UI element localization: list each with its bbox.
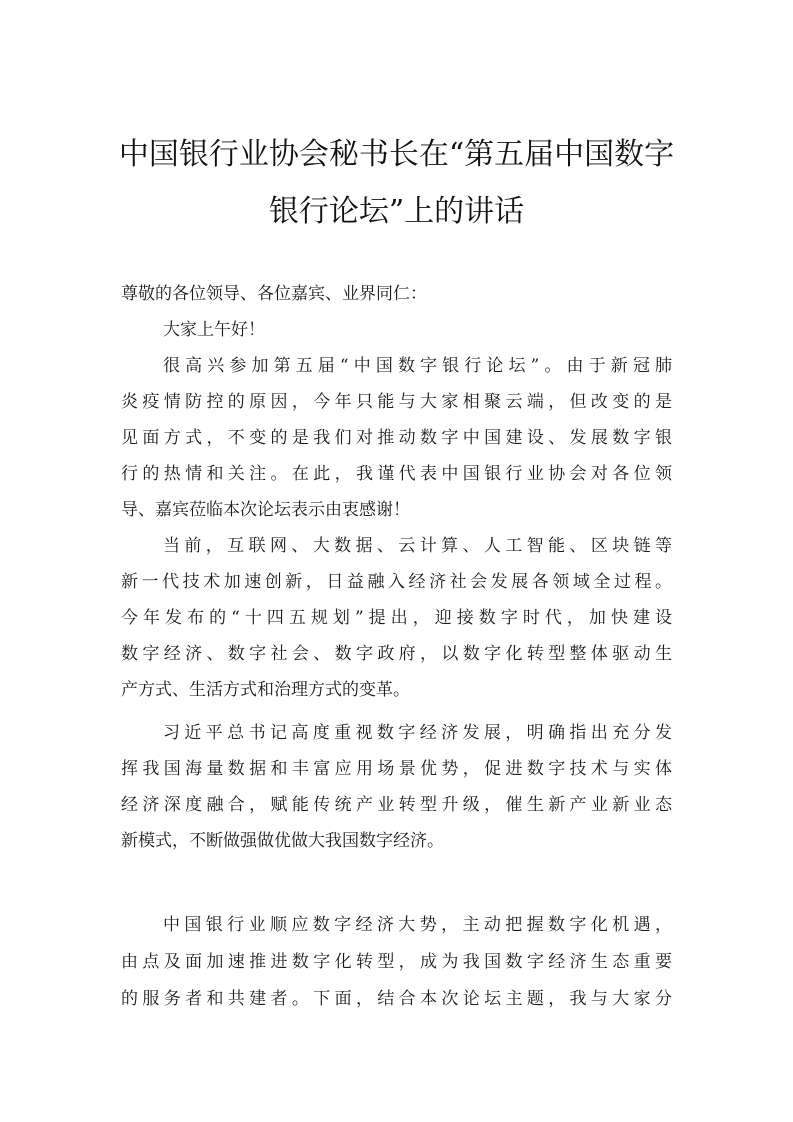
paragraph-1-line-4: 行的热情和关注。在此，我谨代表中国银行业协会对各位领 bbox=[121, 464, 672, 484]
paragraph-2-line-4: 数字经济、数字社会、数字政府，以数字化转型整体驱动生 bbox=[121, 644, 672, 664]
paragraph-3-line-4: 新模式，不断做强做优做大我国数字经济。 bbox=[121, 831, 444, 851]
paragraph-2-line-3: 今年发布的“十四五规划”提出，迎接数字时代，加快建设 bbox=[121, 608, 672, 628]
paragraph-4-line-3: 的服务者和共建者。下面，结合本次论坛主题，我与大家分 bbox=[121, 989, 672, 1009]
paragraph-1-line-2: 炎疫情防控的原因，今年只能与大家相聚云端，但改变的是 bbox=[121, 392, 672, 412]
paragraph-3-line-3: 经济深度融合，赋能传统产业转型升级，催生新产业新业态 bbox=[121, 795, 672, 815]
paragraph-1-line-5: 导、嘉宾莅临本次论坛表示由衷感谢！ bbox=[121, 500, 410, 520]
paragraph-2-line-2: 新一代技术加速创新，日益融入经济社会发展各领域全过程。 bbox=[121, 572, 672, 592]
paragraph-4-line-2: 由点及面加速推进数字化转型，成为我国数字经济生态重要 bbox=[121, 952, 672, 972]
paragraph-1-line-1: 很高兴参加第五届“中国数字银行论坛”。由于新冠肺 bbox=[163, 356, 672, 376]
paragraph-2-line-1: 当前，互联网、大数据、云计算、人工智能、区块链等 bbox=[163, 536, 672, 556]
paragraph-2-line-5: 产方式、生活方式和治理方式的变革。 bbox=[121, 680, 410, 700]
salutation: 尊敬的各位领导、各位嘉宾、业界同仁： bbox=[121, 284, 427, 304]
paragraph-4-line-1: 中国银行业顺应数字经济大势，主动把握数字化机遇， bbox=[163, 915, 672, 935]
paragraph-3-line-2: 挥我国海量数据和丰富应用场景优势，促进数字技术与实体 bbox=[121, 759, 672, 779]
document-title-line-1: 中国银行业协会秘书长在“第五届中国数字 bbox=[118, 137, 675, 172]
paragraph-3-line-1: 习近平总书记高度重视数字经济发展，明确指出充分发 bbox=[163, 723, 672, 743]
document-title-line-2: 银行论坛”上的讲话 bbox=[268, 194, 525, 229]
greeting: 大家上午好！ bbox=[163, 320, 265, 340]
paragraph-1-line-3: 见面方式，不变的是我们对推动数字中国建设、发展数字银 bbox=[121, 428, 672, 448]
